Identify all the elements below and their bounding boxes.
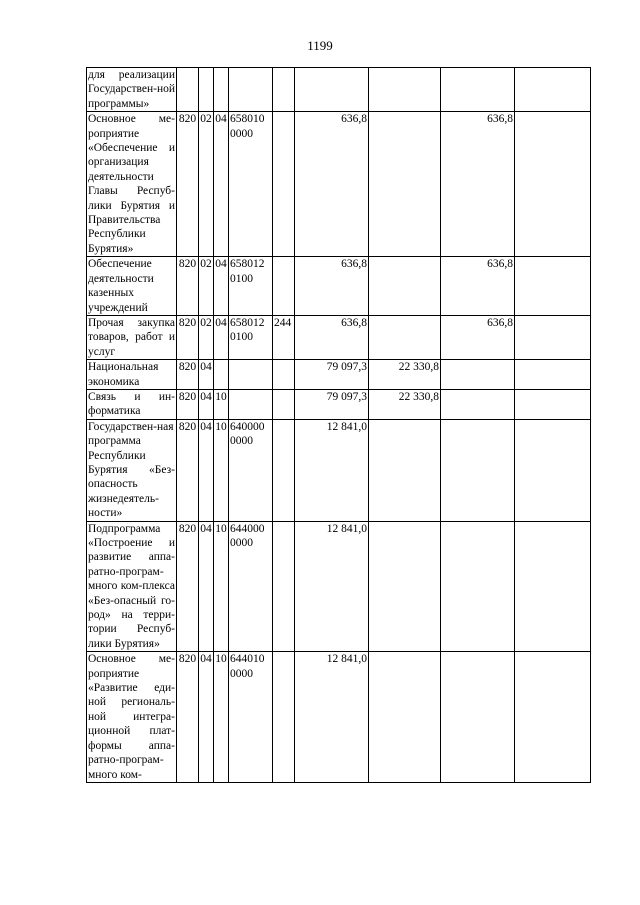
cell-amount-1-text: 636,8 xyxy=(341,258,367,271)
cell-amount-2 xyxy=(369,68,441,112)
cell-amount-1 xyxy=(295,360,369,390)
cell-csr xyxy=(229,112,273,257)
cell-vr xyxy=(273,257,295,316)
cell-name-text: Государствен-ная программа Республики Бурятия «Без-опасность жизнедеятель-ности» xyxy=(88,420,175,520)
cell-rz xyxy=(199,68,214,112)
table-row xyxy=(87,360,591,390)
cell-name-text: Подпрограмма «Построение и развитие аппа-ратно-програм-много ком-плекса «Без-опасный го-род» на терри-тории Респуб-лики Бурятия» xyxy=(88,522,175,650)
cell-csr-text: 644010 0000 xyxy=(230,653,265,680)
cell-amount-3 xyxy=(441,419,515,521)
cell-amount-4 xyxy=(515,257,591,316)
cell-vr-text: 244 xyxy=(274,316,292,329)
cell-amount-1 xyxy=(295,419,369,521)
cell-vr xyxy=(273,521,295,652)
cell-csr-text: 658010 0000 xyxy=(230,113,265,140)
cell-amount-2 xyxy=(369,257,441,316)
cell-csr xyxy=(229,419,273,521)
cell-rz-text: 02 xyxy=(200,316,212,329)
cell-amount-3-text: 636,8 xyxy=(487,316,513,329)
cell-pr xyxy=(214,68,229,112)
cell-amount-4 xyxy=(515,652,591,783)
cell-vr xyxy=(273,389,295,419)
cell-csr xyxy=(229,257,273,316)
cell-name xyxy=(87,652,177,783)
cell-amount-3-text: 636,8 xyxy=(487,258,513,271)
cell-rz-text: 04 xyxy=(200,653,212,666)
cell-vr xyxy=(273,360,295,390)
cell-csr-text: 658012 0100 xyxy=(230,316,265,344)
cell-name xyxy=(87,360,177,390)
cell-amount-2 xyxy=(369,652,441,783)
cell-amount-1 xyxy=(295,521,369,652)
table-row xyxy=(87,68,591,112)
cell-amount-4 xyxy=(515,389,591,419)
cell-name xyxy=(87,68,177,112)
cell-amount-3 xyxy=(441,652,515,783)
cell-amount-4 xyxy=(515,112,591,257)
cell-amount-2-text: 22 330,8 xyxy=(398,390,439,403)
cell-amount-2 xyxy=(369,389,441,419)
cell-pr xyxy=(214,652,229,783)
cell-csr-text: 658012 0100 xyxy=(230,258,265,285)
cell-amount-4 xyxy=(515,360,591,390)
cell-gr xyxy=(177,257,199,316)
cell-name-text: Связь и ин-форматика xyxy=(88,390,175,418)
cell-pr-text: 10 xyxy=(215,522,227,535)
cell-gr-text: 820 xyxy=(178,653,197,666)
cell-amount-1 xyxy=(295,257,369,316)
cell-gr xyxy=(177,68,199,112)
cell-amount-3 xyxy=(441,360,515,390)
cell-gr xyxy=(177,389,199,419)
cell-gr-text: 820 xyxy=(178,420,197,433)
cell-pr-text: 10 xyxy=(215,390,227,403)
cell-gr xyxy=(177,360,199,390)
cell-pr-text: 10 xyxy=(215,420,227,433)
cell-rz xyxy=(199,521,214,652)
cell-rz xyxy=(199,389,214,419)
cell-rz-text: 04 xyxy=(200,420,212,433)
cell-gr xyxy=(177,419,199,521)
cell-pr-text: 10 xyxy=(215,653,227,666)
cell-pr xyxy=(214,257,229,316)
cell-amount-3-text: 636,8 xyxy=(487,113,513,126)
cell-amount-2 xyxy=(369,360,441,390)
cell-amount-1 xyxy=(295,652,369,783)
cell-gr xyxy=(177,521,199,652)
cell-name-text: Основное ме-роприятие «Развитие еди-ной региональ-ной интегра-ционной плат-формы аппа-ратно-програм-много ком- xyxy=(88,653,175,781)
cell-gr-text: 820 xyxy=(178,522,197,535)
cell-amount-1-text: 79 097,3 xyxy=(326,361,367,374)
cell-amount-3 xyxy=(441,315,515,359)
cell-amount-2-text: 22 330,8 xyxy=(398,361,439,374)
cell-name xyxy=(87,419,177,521)
cell-rz xyxy=(199,419,214,521)
cell-vr xyxy=(273,112,295,257)
cell-pr-text: 04 xyxy=(215,113,227,126)
cell-rz xyxy=(199,652,214,783)
cell-amount-1-text: 12 841,0 xyxy=(326,653,367,666)
cell-name xyxy=(87,315,177,359)
cell-csr-text: 644000 0000 xyxy=(230,522,265,549)
cell-gr-text: 820 xyxy=(178,113,197,126)
page-number: 1199 xyxy=(307,38,333,53)
cell-pr xyxy=(214,521,229,652)
cell-amount-1-text: 12 841,0 xyxy=(326,522,367,535)
cell-vr xyxy=(273,68,295,112)
cell-name xyxy=(87,521,177,652)
cell-rz xyxy=(199,257,214,316)
cell-csr xyxy=(229,389,273,419)
cell-amount-2 xyxy=(369,112,441,257)
cell-amount-1 xyxy=(295,315,369,359)
cell-amount-1-text: 636,8 xyxy=(341,113,367,126)
cell-gr xyxy=(177,652,199,783)
cell-amount-3 xyxy=(441,257,515,316)
cell-csr xyxy=(229,68,273,112)
cell-pr xyxy=(214,419,229,521)
cell-pr xyxy=(214,360,229,390)
cell-amount-4 xyxy=(515,521,591,652)
cell-name xyxy=(87,389,177,419)
cell-name-text: Национальная экономика xyxy=(88,361,159,388)
cell-amount-2 xyxy=(369,315,441,359)
cell-amount-1 xyxy=(295,68,369,112)
cell-pr xyxy=(214,389,229,419)
cell-pr-text: 04 xyxy=(215,316,227,329)
cell-pr xyxy=(214,112,229,257)
cell-csr xyxy=(229,652,273,783)
cell-name-text: Основное ме-роприятие «Обеспечение и организация деятельности Главы Респуб-лики Бурятия и Правительства Республики Бурятия» xyxy=(88,113,175,255)
cell-amount-3 xyxy=(441,112,515,257)
cell-amount-1-text: 12 841,0 xyxy=(326,420,367,433)
cell-csr-text: 640000 0000 xyxy=(230,420,265,448)
cell-gr-text: 820 xyxy=(178,361,197,374)
cell-vr xyxy=(273,315,295,359)
cell-rz-text: 02 xyxy=(200,113,212,126)
cell-amount-4 xyxy=(515,68,591,112)
cell-amount-2 xyxy=(369,419,441,521)
cell-gr xyxy=(177,112,199,257)
table-row xyxy=(87,521,591,652)
cell-vr xyxy=(273,419,295,521)
cell-rz-text: 02 xyxy=(200,258,212,271)
cell-csr xyxy=(229,521,273,652)
table-row xyxy=(87,652,591,783)
cell-pr xyxy=(214,315,229,359)
cell-amount-3 xyxy=(441,68,515,112)
cell-gr-text: 820 xyxy=(178,258,197,271)
table-row xyxy=(87,389,591,419)
cell-name xyxy=(87,257,177,316)
cell-gr-text: 820 xyxy=(178,390,197,403)
cell-rz-text: 04 xyxy=(200,361,212,374)
cell-amount-4 xyxy=(515,315,591,359)
cell-amount-1 xyxy=(295,112,369,257)
cell-rz xyxy=(199,112,214,257)
table-row xyxy=(87,315,591,359)
cell-amount-3 xyxy=(441,521,515,652)
cell-amount-3 xyxy=(441,389,515,419)
table-row xyxy=(87,257,591,316)
cell-rz-text: 04 xyxy=(200,522,212,535)
cell-rz xyxy=(199,315,214,359)
cell-name-text: Прочая закупка товаров, работ и услуг xyxy=(88,316,175,358)
cell-gr xyxy=(177,315,199,359)
cell-name-text: Обеспечение деятельности казенных учреждений xyxy=(88,258,154,314)
cell-rz-text: 04 xyxy=(200,390,212,403)
cell-name-text: для реализации Государствен-ной программы» xyxy=(88,69,175,110)
cell-vr xyxy=(273,652,295,783)
cell-gr-text: 820 xyxy=(178,316,197,329)
cell-csr xyxy=(229,315,273,359)
cell-amount-1-text: 79 097,3 xyxy=(326,390,367,403)
cell-csr xyxy=(229,360,273,390)
table-row xyxy=(87,419,591,521)
cell-amount-1 xyxy=(295,389,369,419)
budget-table xyxy=(86,67,591,783)
cell-name xyxy=(87,112,177,257)
cell-pr-text: 04 xyxy=(215,258,227,271)
cell-amount-2 xyxy=(369,521,441,652)
cell-rz xyxy=(199,360,214,390)
table-row xyxy=(87,112,591,257)
cell-amount-4 xyxy=(515,419,591,521)
cell-amount-1-text: 636,8 xyxy=(341,316,367,329)
